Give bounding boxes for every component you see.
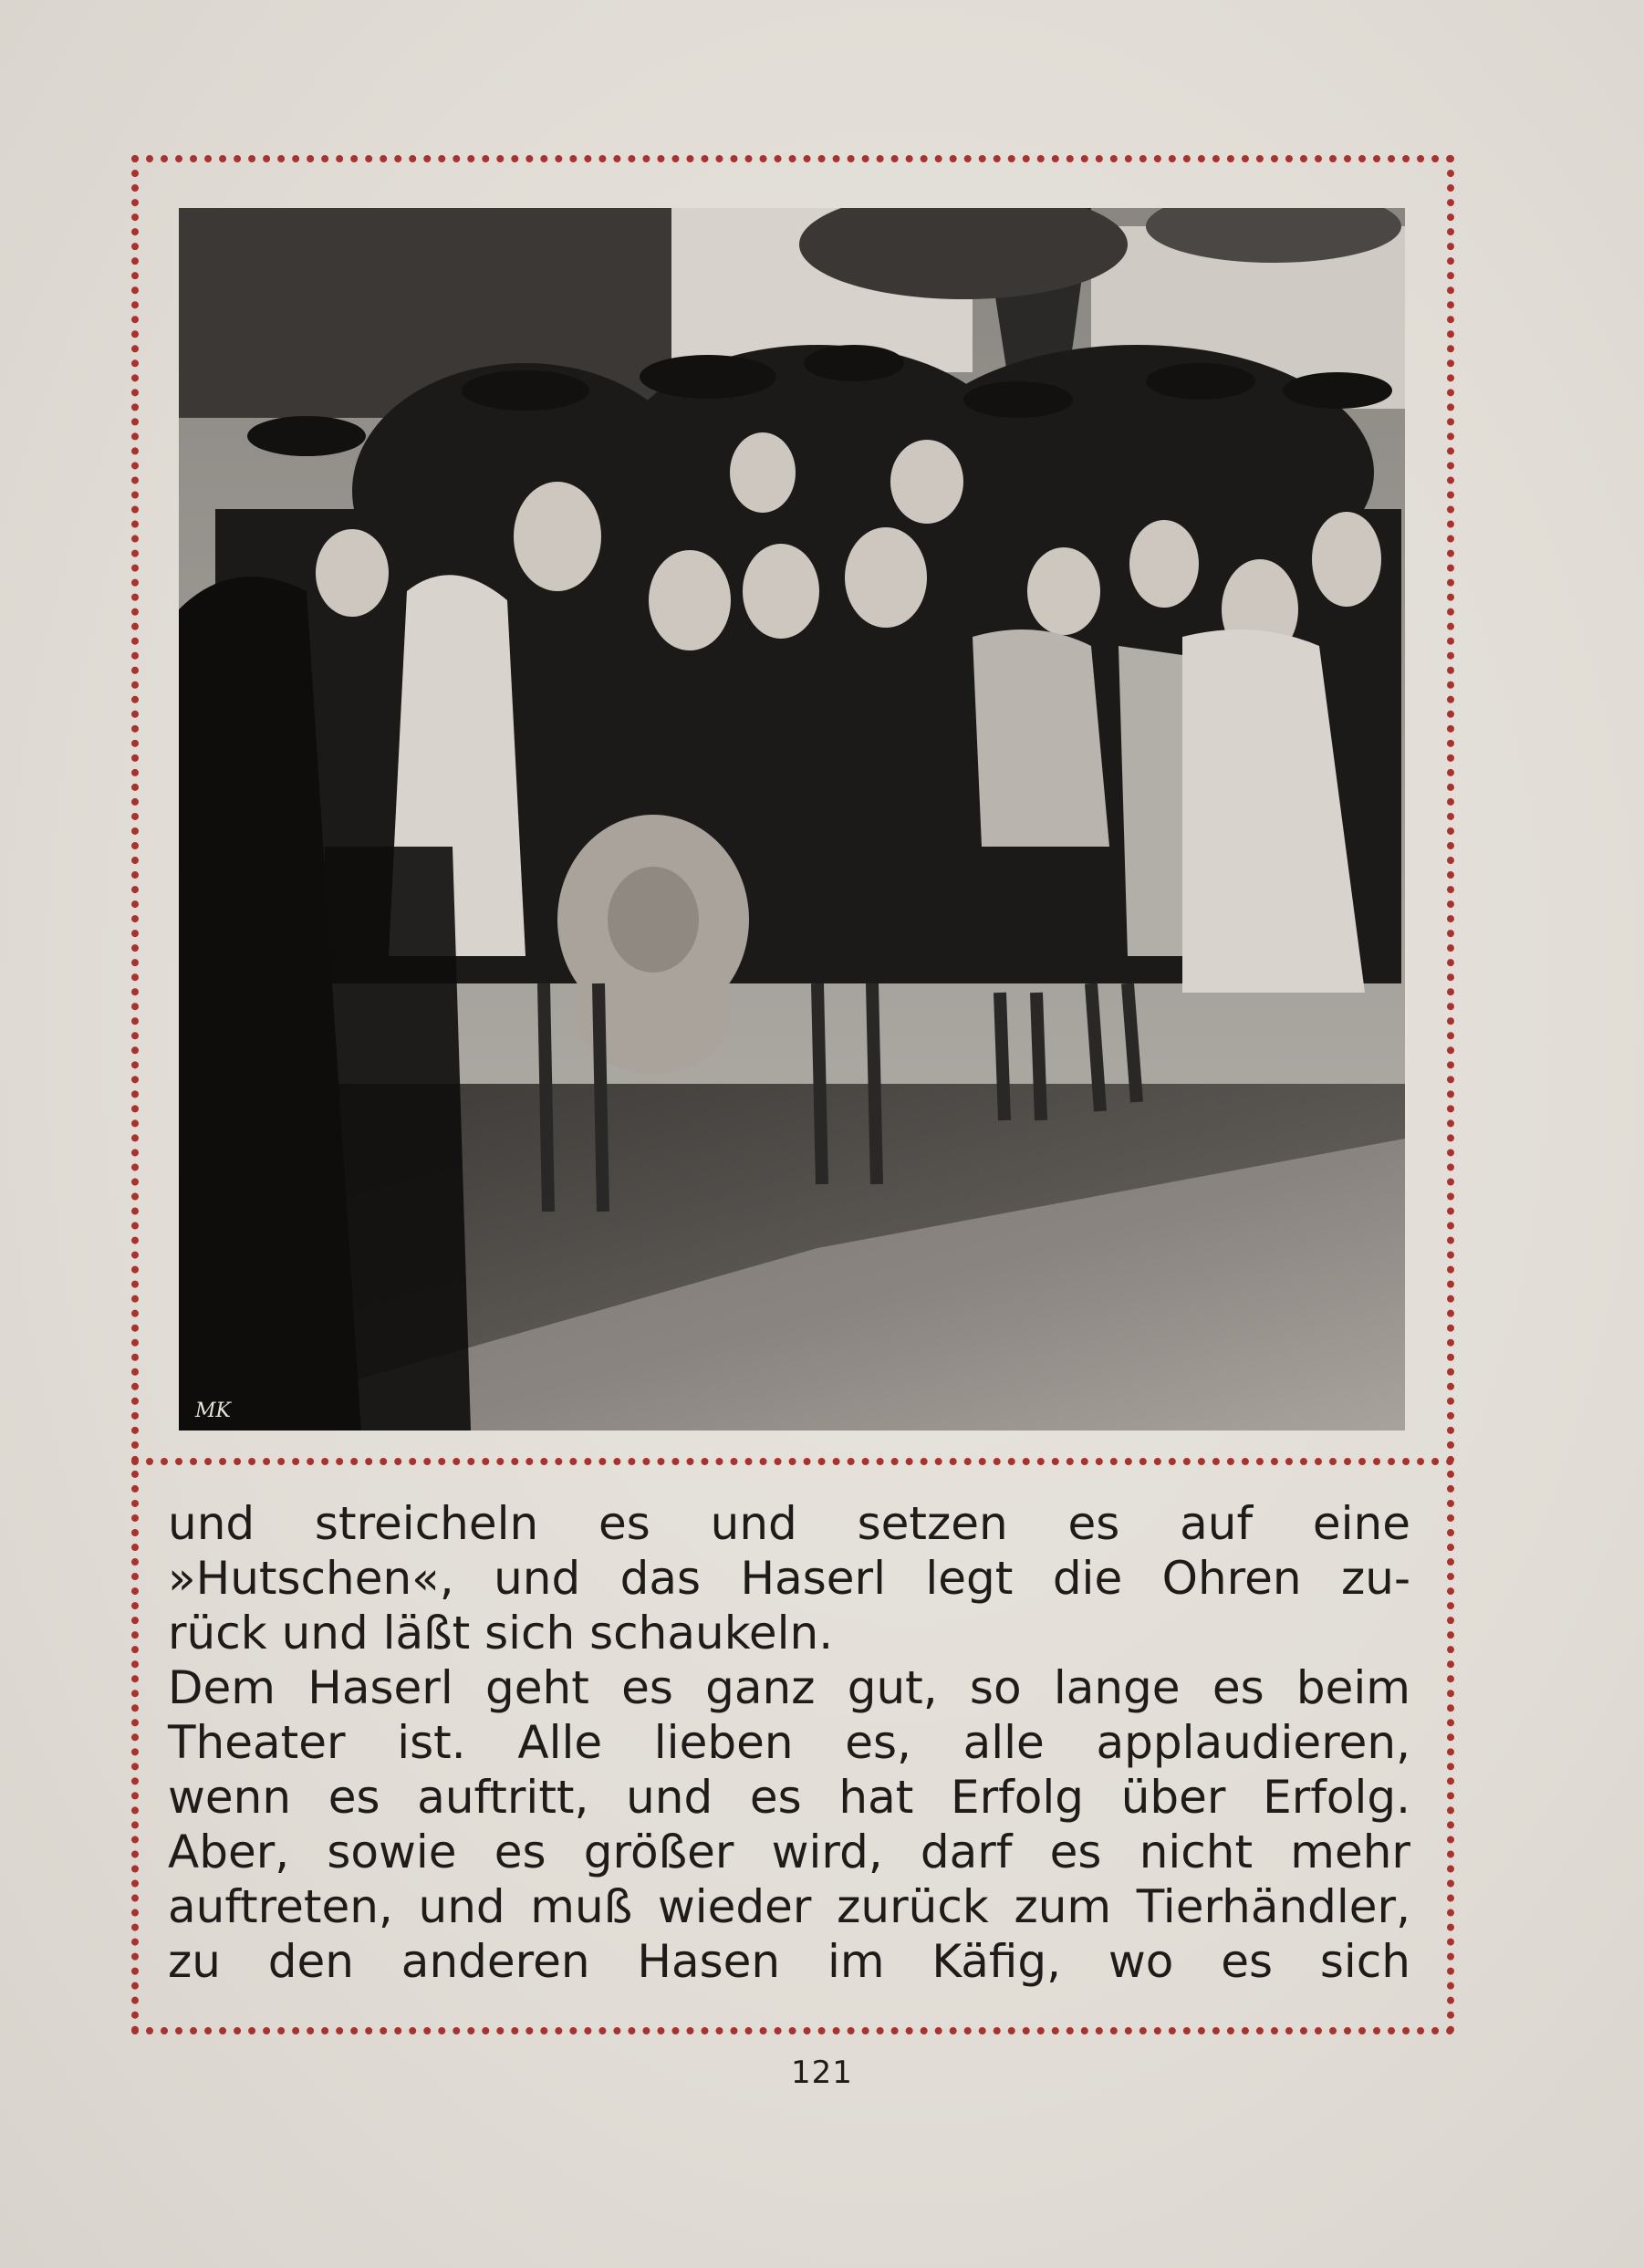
- body-text: [168, 1496, 1410, 1989]
- crowd-photograph: [179, 208, 1405, 1431]
- text-line: rück und läßt sich schaukeln.: [168, 1607, 834, 1659]
- text-line: wenn es auftritt, und es hat Erfolg über Erfolg.: [168, 1771, 1410, 1824]
- text-line: Theater ist. Alle lieben es, alle applaudieren,: [168, 1716, 1410, 1769]
- page-number: 121: [791, 2055, 853, 2091]
- text-line: »Hutschen«, und das Haserl legt die Ohren zu-: [168, 1552, 1410, 1605]
- photographer-signature: MK: [195, 1399, 231, 1422]
- photo-illustration: [179, 208, 1405, 1431]
- text-line: Dem Haserl geht es ganz gut, so lange es beim: [168, 1661, 1410, 1714]
- text-line: zu den anderen Hasen im Käfig, wo es sich: [168, 1935, 1410, 1988]
- text-line: Aber, sowie es größer wird, darf es nicht mehr: [168, 1826, 1410, 1878]
- text-line: und streicheln es und setzen es auf eine: [168, 1497, 1410, 1550]
- dotted-divider: [131, 1458, 1454, 1465]
- text-line: auftreten, und muß wieder zurück zum Tierhändler,: [168, 1880, 1410, 1933]
